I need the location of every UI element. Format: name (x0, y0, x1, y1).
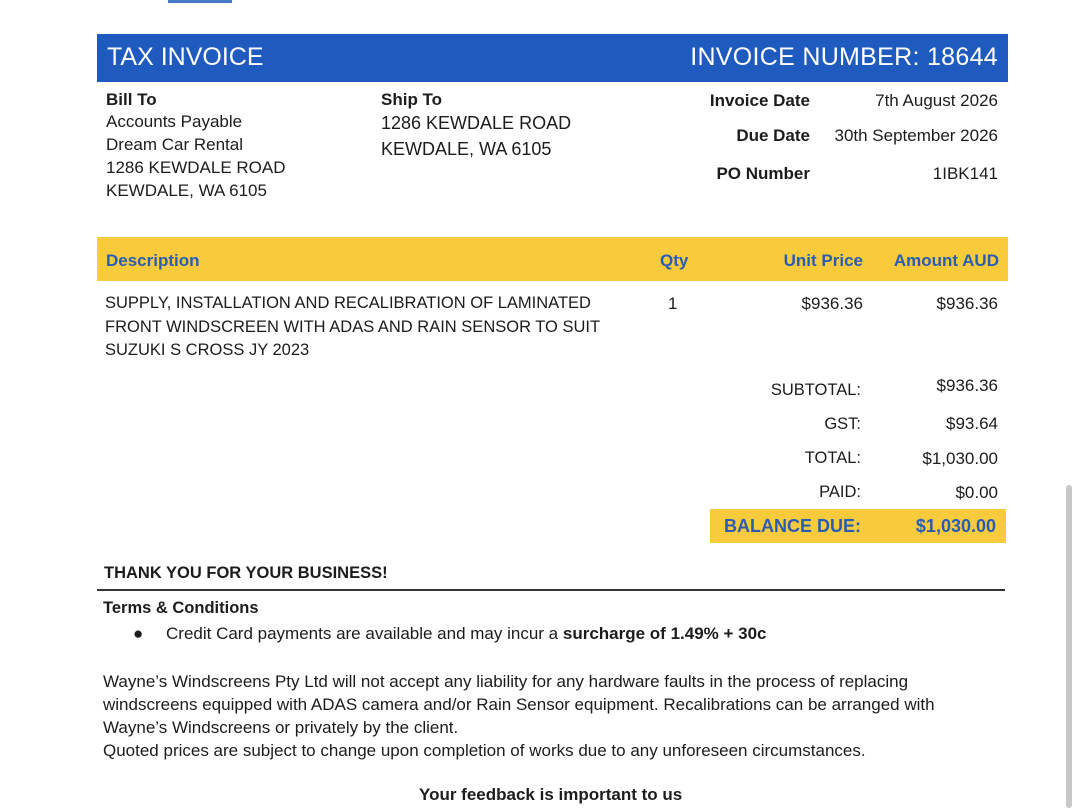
scrollbar[interactable] (1066, 485, 1072, 808)
top-edge-mark (168, 0, 232, 3)
gst-label: GST: (824, 415, 861, 433)
item-description-line: SUPPLY, INSTALLATION AND RECALIBRATION OF LAMINATED (105, 294, 591, 312)
surcharge-note-text: Credit Card payments are available and may incur a (166, 624, 563, 643)
subtotal-value: $936.36 (936, 376, 998, 395)
balance-due-value: $1,030.00 (915, 516, 996, 536)
liability-line: windscreens equipped with ADAS camera and/or Rain Sensor equipment. Recalibrations can be arranged with (103, 695, 935, 714)
gst-value: $93.64 (946, 414, 998, 433)
bill-to-block (106, 90, 286, 202)
subtotal-label: SUBTOTAL: (770, 381, 861, 399)
invoice-title: TAX INVOICE (107, 43, 264, 71)
col-amount: Amount AUD (893, 251, 999, 270)
invoice-date-value: 7th August 2026 (875, 91, 998, 110)
po-number-row (700, 164, 998, 188)
total-label: TOTAL: (804, 449, 861, 467)
item-unit-price: $936.36 (801, 294, 863, 313)
terms-heading: Terms & Conditions (103, 599, 259, 617)
surcharge-note (166, 624, 767, 644)
invoice-number: INVOICE NUMBER: 18644 (690, 43, 998, 71)
invoice-banner (97, 34, 1008, 82)
bill-to-line: KEWDALE, WA 6105 (106, 181, 267, 200)
po-number-label: PO Number (716, 164, 810, 183)
col-unit-price: Unit Price (783, 251, 863, 270)
col-qty: Qty (660, 251, 689, 270)
ship-to-line: KEWDALE, WA 6105 (381, 139, 552, 159)
item-amount: $936.36 (936, 294, 998, 313)
ship-to-label: Ship To (381, 90, 443, 109)
po-number-value: 1IBK141 (932, 164, 998, 183)
liability-paragraph (103, 670, 983, 762)
item-qty: 1 (668, 294, 678, 313)
total-value: $1,030.00 (922, 449, 998, 468)
paid-value: $0.00 (955, 483, 998, 502)
liability-line: Wayne’s Windscreens Pty Ltd will not accept any liability for any hardware faults in the process of replacing (103, 672, 909, 691)
bill-to-line: 1286 KEWDALE ROAD (106, 158, 286, 177)
paid-label: PAID: (819, 483, 861, 501)
divider (97, 589, 1005, 591)
bill-to-line: Dream Car Rental (106, 135, 243, 154)
bullet-icon: ● (133, 624, 144, 643)
liability-line: Quoted prices are subject to change upon completion of works due to any unforeseen circumstances. (103, 741, 866, 760)
ship-to-line: 1286 KEWDALE ROAD (381, 113, 572, 133)
ship-to-block (381, 90, 571, 162)
item-description-line: SUZUKI S CROSS JY 2023 (105, 341, 310, 359)
liability-line: Wayne’s Windscreens or privately by the client. (103, 718, 459, 737)
bill-to-line: Accounts Payable (106, 112, 243, 131)
item-description-line: FRONT WINDSCREEN WITH ADAS AND RAIN SENSOR TO SUIT (105, 317, 601, 336)
due-date-row (700, 126, 998, 150)
table-header (97, 237, 1008, 281)
table-row (105, 292, 625, 363)
thank-you-text: THANK YOU FOR YOUR BUSINESS! (104, 564, 388, 582)
col-description: Description (106, 251, 200, 270)
invoice-date-row (700, 91, 998, 115)
due-date-label: Due Date (736, 126, 810, 145)
feedback-heading: Your feedback is important to us (419, 785, 683, 804)
invoice-date-label: Invoice Date (709, 91, 810, 110)
due-date-value: 30th September 2026 (834, 126, 998, 145)
balance-due-label: BALANCE DUE: (724, 516, 861, 536)
bill-to-label: Bill To (106, 90, 157, 109)
surcharge-rate: surcharge of 1.49% + 30c (562, 624, 767, 643)
